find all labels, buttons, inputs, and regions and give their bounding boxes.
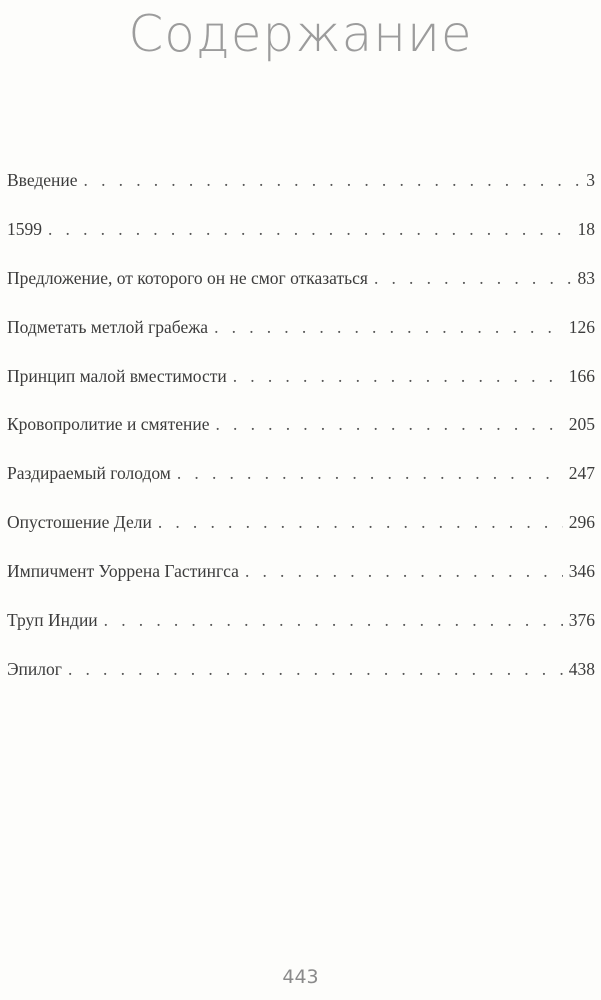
toc-entry-page: 247	[568, 463, 595, 484]
toc-entry-title: Принцип малой вместимости	[7, 365, 227, 386]
toc-entry-impeachment[interactable]	[7, 561, 595, 610]
toc-entry-sweep[interactable]	[7, 317, 595, 366]
toc-dot-leader	[68, 659, 563, 680]
toc-entry-1599[interactable]	[7, 219, 595, 268]
toc-entry-delhi[interactable]	[7, 512, 595, 561]
toc-entry-principle[interactable]	[7, 366, 595, 415]
toc-entry-page: 205	[568, 414, 595, 435]
toc-entry-page: 3	[586, 170, 595, 190]
toc-dot-leader	[233, 366, 563, 387]
toc-entry-corpse[interactable]	[7, 610, 595, 659]
toc-dot-leader	[48, 219, 572, 240]
toc-entry-page: 346	[568, 561, 595, 582]
toc-dot-leader	[84, 170, 581, 191]
toc-entry-page: 126	[568, 316, 595, 337]
page-title: Содержание	[128, 5, 473, 63]
toc-dot-leader	[158, 512, 563, 533]
toc-entry-title: Импичмент Уоррена Гастингса	[7, 561, 239, 582]
toc-entry-title: Подметать метлой грабежа	[7, 316, 209, 337]
toc-dot-leader	[104, 610, 563, 631]
toc-entry-title: Эпилог	[7, 658, 62, 679]
toc-entry-page: 438	[568, 658, 595, 679]
table-of-contents	[7, 170, 595, 708]
toc-entry-title: Опустошение Дели	[7, 512, 152, 533]
toc-entry-page: 376	[568, 610, 595, 631]
toc-entry-title: Раздираемый голодом	[7, 463, 171, 484]
toc-entry-title: Труп Индии	[7, 610, 98, 631]
toc-dot-leader	[245, 561, 563, 582]
toc-entry-title: Введение	[7, 170, 78, 190]
toc-dot-leader	[216, 414, 563, 435]
toc-entry-bloodshed[interactable]	[7, 414, 595, 463]
toc-entry-epilogue[interactable]	[7, 659, 595, 708]
toc-entry-offer[interactable]	[7, 268, 595, 317]
toc-entry-introduction[interactable]	[7, 170, 595, 219]
toc-entry-title: Предложение, от которого он не смог отказаться	[7, 267, 368, 288]
toc-entry-title: 1599	[7, 218, 42, 239]
toc-entry-page: 18	[577, 218, 595, 239]
toc-dot-leader	[177, 463, 563, 484]
toc-dot-leader	[374, 268, 572, 289]
toc-entry-famine[interactable]	[7, 463, 595, 512]
toc-entry-page: 166	[568, 365, 595, 386]
toc-entry-page: 296	[568, 512, 595, 533]
toc-entry-title: Кровопролитие и смятение	[7, 414, 210, 435]
toc-entry-page: 83	[577, 267, 595, 288]
toc-dot-leader	[214, 317, 563, 338]
page-number: 443	[282, 966, 319, 988]
